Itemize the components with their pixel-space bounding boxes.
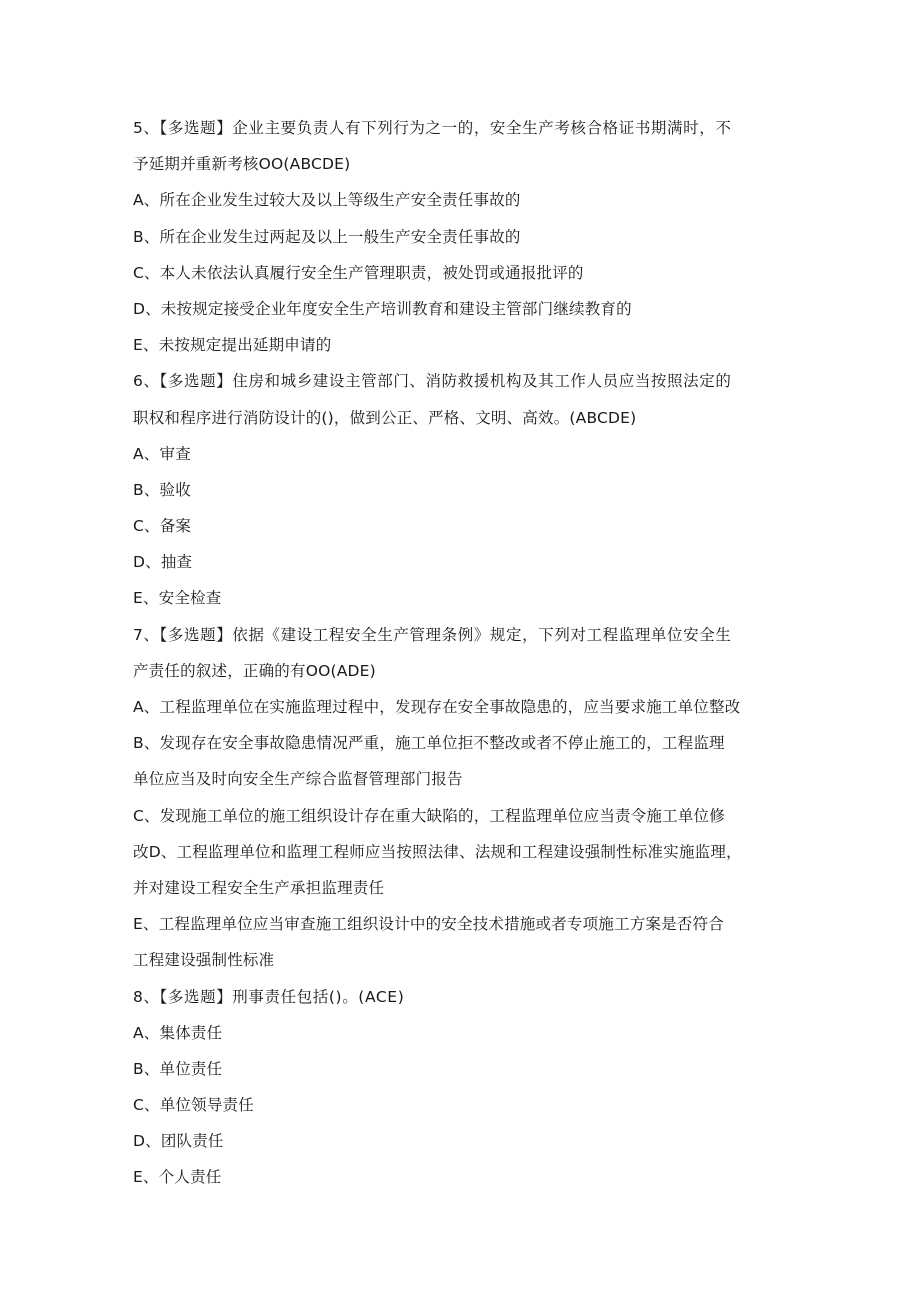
- question-6: [133, 363, 785, 616]
- option-e: E、工程监理单位应当审查施工组织设计中的安全技术措施或者专项施工方案是否符合: [133, 915, 724, 934]
- question-stem-line: 予延期并重新考核OO(ABCDE): [133, 155, 351, 174]
- question-stem-line: 职权和程序进行消防设计的()，做到公正、严格、文明、高效。(ABCDE): [133, 408, 637, 427]
- question-5: [133, 110, 785, 363]
- option-d: D、未按规定接受企业年度安全生产培训教育和建设主管部门继续教育的: [133, 299, 632, 318]
- option-e: E、安全检查: [133, 589, 222, 608]
- option-b: B、单位责任: [133, 1059, 223, 1078]
- question-stem-line: 5、【多选题】企业主要负责人有下列行为之一的，安全生产考核合格证书期满时，不: [133, 119, 732, 137]
- question-stem-line: 6、【多选题】住房和城乡建设主管部门、消防救援机构及其工作人员应当按照法定的: [133, 372, 732, 391]
- option-c: C、备案: [133, 517, 192, 536]
- option-b: B、发现存在安全事故隐患情况严重，施工单位拒不整改或者不停止施工的，工程监理: [133, 734, 725, 753]
- question-8: [133, 979, 785, 1196]
- option-b-continued: 单位应当及时向安全生产综合监督管理部门报告: [133, 770, 463, 789]
- option-d: D、抽查: [133, 553, 193, 572]
- question-7: [133, 617, 785, 979]
- option-e-continued: 工程建设强制性标准: [133, 951, 275, 970]
- option-a: A、工程监理单位在实施监理过程中，发现存在安全事故隐患的，应当要求施工单位整改: [133, 698, 741, 716]
- option-c: C、发现施工单位的施工组织设计存在重大缺陷的，工程监理单位应当责令施工单位修: [133, 806, 725, 825]
- question-list: [133, 110, 785, 1196]
- option-b: B、所在企业发生过两起及以上一般生产安全责任事故的: [133, 227, 521, 246]
- option-c-d: 改D、工程监理单位和监理工程师应当按照法律、法规和工程建设强制性标准实施监理，: [133, 842, 742, 861]
- option-d: D、团队责任: [133, 1132, 224, 1151]
- option-e: E、未按规定提出延期申请的: [133, 336, 332, 355]
- option-e: E、个人责任: [133, 1168, 222, 1187]
- option-a: A、所在企业发生过较大及以上等级生产安全责任事故的: [133, 191, 521, 210]
- option-b: B、验收: [133, 480, 191, 499]
- question-stem-line: 7、【多选题】依据《建设工程安全生产管理条例》规定，下列对工程监理单位安全生: [133, 625, 732, 644]
- option-a: A、集体责任: [133, 1023, 223, 1042]
- option-d-continued: 并对建设工程安全生产承担监理责任: [133, 878, 385, 897]
- option-a: A、审查: [133, 444, 191, 463]
- option-c: C、本人未依法认真履行安全生产管理职责，被处罚或通报批评的: [133, 263, 584, 282]
- question-stem-line: 8、【多选题】刑事责任包括()。(ACE): [133, 987, 405, 1006]
- question-stem-line: 产责任的叙述，正确的有OO(ADE): [133, 661, 376, 680]
- option-c: C、单位领导责任: [133, 1096, 254, 1115]
